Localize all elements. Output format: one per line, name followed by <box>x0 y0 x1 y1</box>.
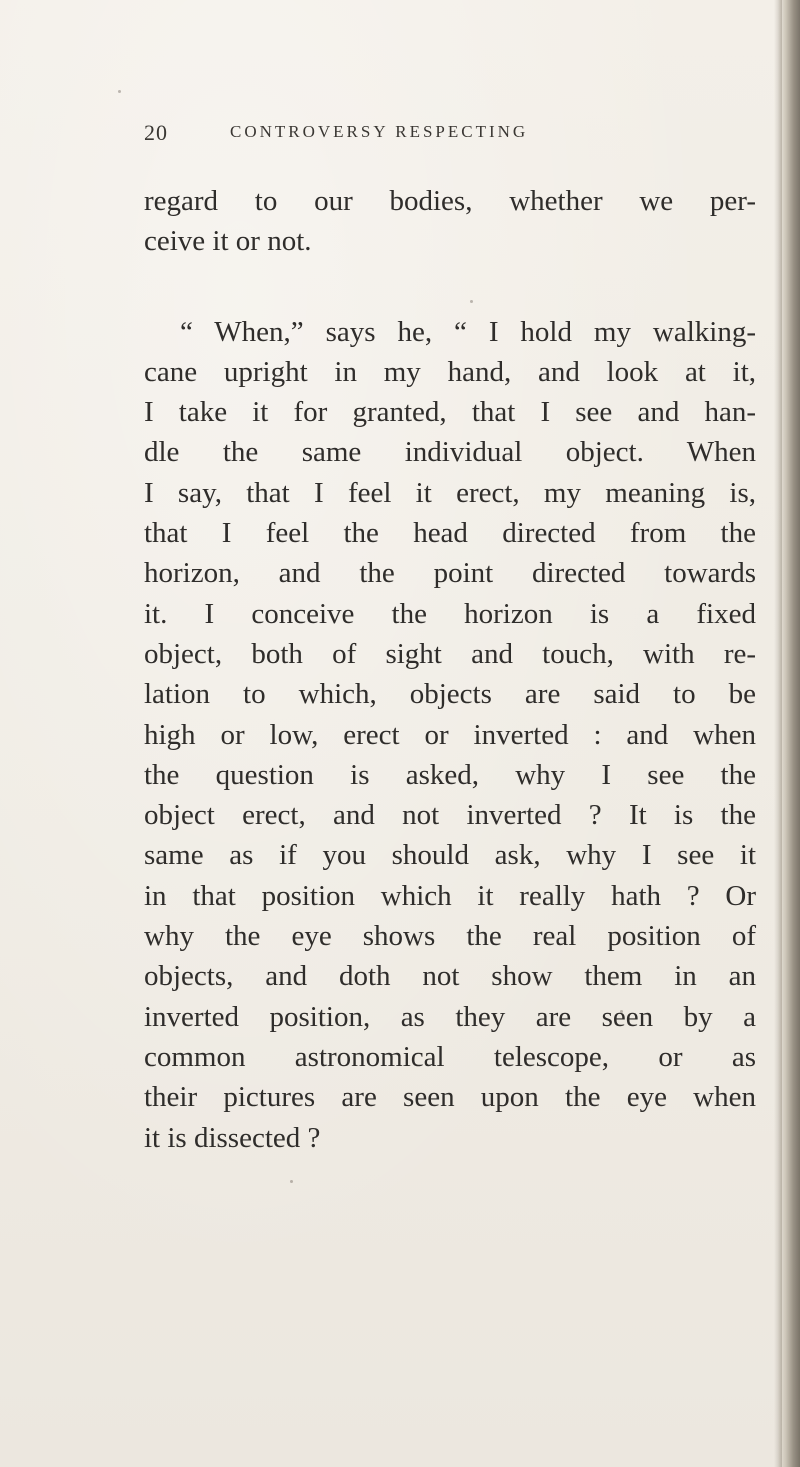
text-line: horizon, and the point directed towards <box>144 557 756 590</box>
page-number: 20 <box>144 120 168 145</box>
paper-speck <box>118 90 121 93</box>
text-line: “ When,” says he, “ I hold my walking- <box>180 315 756 348</box>
text-line: ceive it or not. <box>144 225 312 258</box>
text-line: I say, that I feel it erect, my meaning is, <box>144 476 756 509</box>
page-gutter-shadow <box>774 0 782 1467</box>
text-line: in that position which it really hath ? Or <box>144 879 756 912</box>
text-line: inverted position, as they are seen by a <box>144 1000 756 1033</box>
paper-speck <box>290 1180 293 1183</box>
text-line: the question is asked, why I see the <box>144 758 756 791</box>
text-line: high or low, erect or inverted : and when <box>144 718 756 751</box>
page-header <box>144 120 734 150</box>
text-line: regard to our bodies, whether we per- <box>144 185 756 217</box>
paper-speck <box>620 1010 623 1013</box>
text-line: object, both of sight and touch, with re- <box>144 637 756 670</box>
paragraph-gap <box>144 262 756 312</box>
running-head: CONTROVERSY RESPECTING <box>230 122 529 141</box>
text-line: it is dissected ? <box>144 1121 321 1154</box>
text-line: why the eye shows the real position of <box>144 920 756 953</box>
paragraph-2 <box>144 312 756 1158</box>
body-text <box>144 181 756 1158</box>
text-line: object erect, and not inverted ? It is the <box>144 799 756 832</box>
text-line: lation to which, objects are said to be <box>144 678 756 711</box>
text-line: common astronomical telescope, or as <box>144 1040 756 1073</box>
text-line: dle the same individual object. When <box>144 436 756 469</box>
text-line: I take it for granted, that I see and han- <box>144 396 756 429</box>
paper-speck <box>470 300 473 303</box>
text-line: cane upright in my hand, and look at it, <box>144 355 756 388</box>
text-line: objects, and doth not show them in an <box>144 960 756 993</box>
text-line: it. I conceive the horizon is a fixed <box>144 597 756 630</box>
text-line: their pictures are seen upon the eye when <box>144 1081 756 1114</box>
paragraph-1 <box>144 181 756 262</box>
text-line: that I feel the head directed from the <box>144 517 756 550</box>
text-line: same as if you should ask, why I see it <box>144 839 756 872</box>
